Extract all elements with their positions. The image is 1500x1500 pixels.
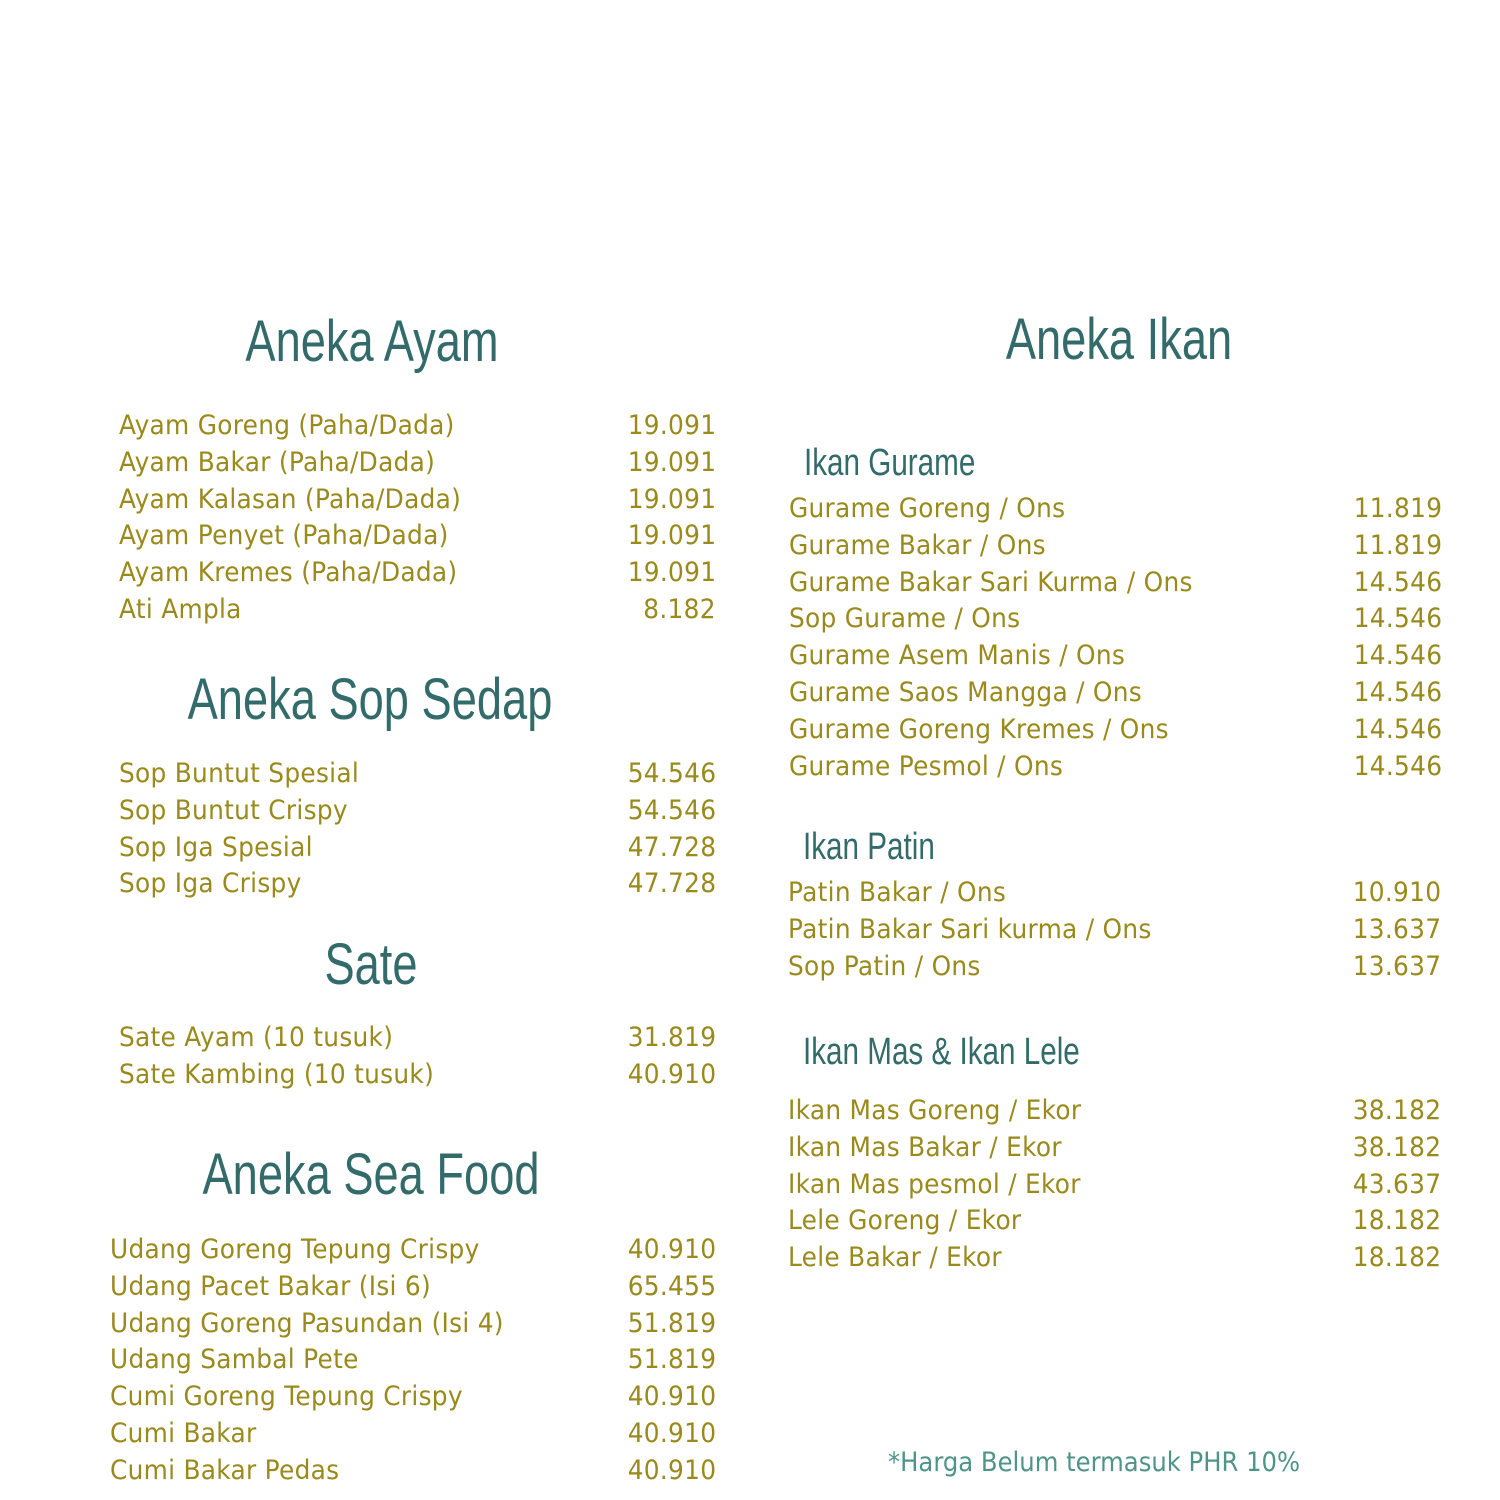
menu-item-price: 54.546 bbox=[627, 794, 716, 826]
menu-item bbox=[789, 566, 1442, 600]
menu-item-name: Sate Kambing (10 tusuk) bbox=[119, 1058, 435, 1090]
menu-item-name: Cumi Bakar bbox=[110, 1418, 257, 1449]
menu-item-price: 40.910 bbox=[627, 1058, 716, 1090]
menu-item-name: Gurame Pesmol / Ons bbox=[789, 750, 1064, 782]
menu-item bbox=[789, 529, 1442, 563]
menu-item bbox=[110, 1233, 716, 1267]
menu-item-name: Cumi Bakar Pedas bbox=[110, 1454, 340, 1486]
menu-item-price: 14.546 bbox=[1353, 713, 1442, 745]
menu-item bbox=[788, 913, 1441, 947]
menu-item bbox=[110, 1417, 716, 1451]
menu-item-price: 11.819 bbox=[1353, 529, 1442, 561]
menu-item-name: Sate Ayam (10 tusuk) bbox=[119, 1022, 394, 1053]
menu-item bbox=[789, 713, 1442, 747]
menu-item bbox=[789, 639, 1442, 673]
menu-item-price: 51.819 bbox=[627, 1344, 716, 1376]
menu-item-name: Sop Buntut Spesial bbox=[119, 758, 360, 789]
menu-item-name: Patin Bakar / Ons bbox=[788, 877, 1007, 908]
menu-item-price: 51.819 bbox=[627, 1307, 716, 1339]
menu-item bbox=[119, 593, 716, 627]
menu-item bbox=[788, 1204, 1441, 1238]
menu-item bbox=[788, 1168, 1441, 1202]
menu-item bbox=[119, 519, 716, 553]
menu-item-name: Udang Pacet Bakar (Isi 6) bbox=[110, 1270, 431, 1302]
menu-item-price: 14.546 bbox=[1353, 640, 1442, 672]
section-heading-sate: Sate bbox=[324, 932, 418, 997]
menu-item-name: Ati Ampla bbox=[119, 594, 242, 625]
section-heading-ikan-patin: Ikan Patin bbox=[803, 826, 935, 868]
menu-item bbox=[119, 1058, 716, 1092]
menu-item bbox=[110, 1454, 716, 1488]
menu-item-name: Ayam Bakar (Paha/Dada) bbox=[119, 446, 436, 478]
menu-item-name: Ikan Mas Bakar / Ekor bbox=[788, 1131, 1062, 1163]
menu-item-name: Gurame Bakar Sari Kurma / Ons bbox=[789, 566, 1193, 598]
menu-item-price: 19.091 bbox=[627, 410, 716, 441]
menu-item bbox=[119, 867, 716, 901]
menu-item-name: Sop Iga Crispy bbox=[119, 868, 302, 900]
section-heading-ikan-gurame: Ikan Gurame bbox=[804, 442, 976, 484]
menu-item bbox=[119, 409, 716, 443]
menu-item-name: Ayam Kremes (Paha/Dada) bbox=[119, 557, 458, 589]
menu-item-price: 13.637 bbox=[1352, 950, 1441, 982]
menu-item bbox=[110, 1343, 716, 1377]
menu-item-price: 47.728 bbox=[627, 868, 716, 900]
menu-item-price: 65.455 bbox=[627, 1270, 716, 1302]
menu-item-price: 47.728 bbox=[627, 831, 716, 863]
menu-item-price: 14.546 bbox=[1353, 566, 1442, 598]
menu-item-price: 14.546 bbox=[1353, 750, 1442, 782]
menu-item-name: Udang Goreng Tepung Crispy bbox=[110, 1234, 480, 1265]
menu-item-price: 40.910 bbox=[627, 1418, 716, 1449]
menu-item bbox=[110, 1270, 716, 1304]
menu-item-name: Patin Bakar Sari kurma / Ons bbox=[788, 913, 1152, 945]
menu-item bbox=[119, 1021, 716, 1055]
menu-item bbox=[789, 676, 1442, 710]
menu-item-price: 38.182 bbox=[1352, 1131, 1441, 1163]
menu-item bbox=[788, 1094, 1441, 1128]
menu-item-name: Udang Goreng Pasundan (Isi 4) bbox=[110, 1307, 504, 1339]
menu-item-price: 19.091 bbox=[627, 483, 716, 515]
menu-item bbox=[789, 602, 1442, 636]
menu-item-price: 40.910 bbox=[627, 1454, 716, 1486]
menu-item-name: Sop Buntut Crispy bbox=[119, 794, 348, 826]
tax-footnote: *Harga Belum termasuk PHR 10% bbox=[888, 1447, 1301, 1478]
menu-item-name: Lele Bakar / Ekor bbox=[788, 1242, 1002, 1274]
menu-item bbox=[788, 876, 1441, 910]
menu-item-price: 19.091 bbox=[627, 557, 716, 589]
menu-item-price: 10.910 bbox=[1352, 877, 1441, 908]
menu-item bbox=[119, 831, 716, 865]
menu-item-price: 18.182 bbox=[1352, 1242, 1441, 1274]
section-heading-aneka-sop-sedap: Aneka Sop Sedap bbox=[187, 667, 553, 732]
menu-item-name: Ikan Mas Goreng / Ekor bbox=[788, 1095, 1082, 1126]
menu-item-name: Gurame Asem Manis / Ons bbox=[789, 640, 1126, 672]
menu-item-price: 31.819 bbox=[627, 1022, 716, 1053]
menu-item-name: Lele Goreng / Ekor bbox=[788, 1205, 1022, 1237]
menu-item-price: 11.819 bbox=[1353, 493, 1442, 524]
menu-item-price: 13.637 bbox=[1352, 913, 1441, 945]
menu-item bbox=[110, 1380, 716, 1414]
menu-item-price: 54.546 bbox=[627, 758, 716, 789]
menu-item bbox=[119, 556, 716, 590]
menu-item-price: 8.182 bbox=[643, 594, 716, 625]
menu-item-price: 19.091 bbox=[627, 446, 716, 478]
menu-item-name: Gurame Goreng Kremes / Ons bbox=[789, 713, 1169, 745]
section-heading-ikan-mas-ikan-lele: Ikan Mas & Ikan Lele bbox=[803, 1031, 1080, 1073]
menu-item-name: Ayam Kalasan (Paha/Dada) bbox=[119, 483, 462, 515]
menu-item-name: Udang Sambal Pete bbox=[110, 1344, 359, 1376]
menu-item-price: 43.637 bbox=[1352, 1168, 1441, 1200]
section-heading-aneka-sea-food: Aneka Sea Food bbox=[202, 1142, 540, 1207]
menu-item bbox=[119, 757, 716, 791]
menu-item-name: Cumi Goreng Tepung Crispy bbox=[110, 1381, 463, 1413]
menu-item bbox=[789, 492, 1442, 526]
menu-item-name: Sop Iga Spesial bbox=[119, 831, 313, 863]
menu-item-price: 14.546 bbox=[1353, 603, 1442, 635]
menu-item-name: Gurame Bakar / Ons bbox=[789, 529, 1046, 561]
menu-item bbox=[119, 794, 716, 828]
section-heading-aneka-ikan: Aneka Ikan bbox=[1005, 307, 1233, 372]
menu-item bbox=[789, 750, 1442, 784]
menu-item bbox=[119, 483, 716, 517]
menu-item bbox=[788, 950, 1441, 984]
menu-item-price: 18.182 bbox=[1352, 1205, 1441, 1237]
menu-item-name: Ikan Mas pesmol / Ekor bbox=[788, 1168, 1081, 1200]
menu-item bbox=[110, 1307, 716, 1341]
menu-item-price: 40.910 bbox=[627, 1381, 716, 1413]
menu-item bbox=[788, 1241, 1441, 1275]
menu-item bbox=[788, 1131, 1441, 1165]
menu-item-name: Ayam Goreng (Paha/Dada) bbox=[119, 410, 455, 441]
menu-item-price: 40.910 bbox=[627, 1234, 716, 1265]
menu-item-name: Sop Gurame / Ons bbox=[789, 603, 1021, 635]
menu-item-name: Ayam Penyet (Paha/Dada) bbox=[119, 520, 449, 552]
menu-item-price: 14.546 bbox=[1353, 677, 1442, 708]
menu-item bbox=[119, 446, 716, 480]
menu-item-name: Sop Patin / Ons bbox=[788, 950, 981, 982]
menu-item-name: Gurame Saos Mangga / Ons bbox=[789, 677, 1143, 708]
menu-item-price: 38.182 bbox=[1352, 1095, 1441, 1126]
section-heading-aneka-ayam: Aneka Ayam bbox=[245, 309, 499, 374]
menu-item-price: 19.091 bbox=[627, 520, 716, 552]
menu-item-name: Gurame Goreng / Ons bbox=[789, 493, 1066, 524]
